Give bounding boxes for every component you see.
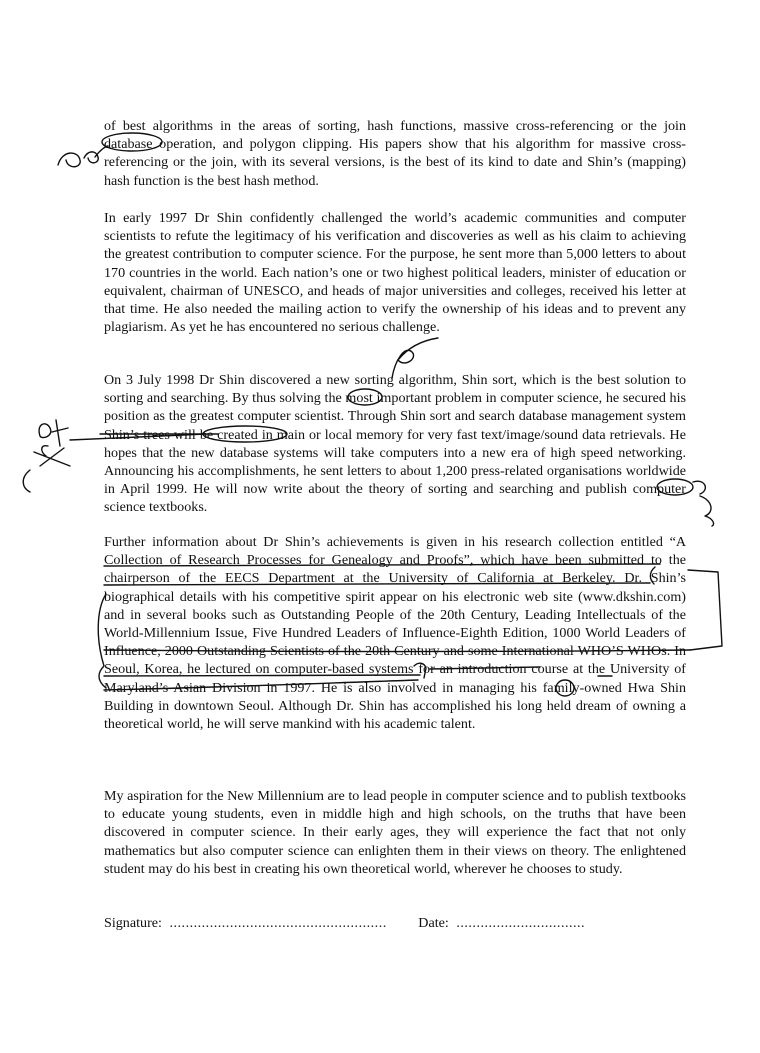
paragraph-text: of best algorithms in the areas of sorting, hash functions, massive cross-referencing or the join database operation, and polygon clipping. His papers show that his algorithm for massive cross-referencing or the join, with its several versions, is the best of its kind to date and Shin’s (mapping) hash function is the best hash method. [104,118,686,189]
margin-mark [23,470,30,492]
paragraph-text: My aspiration for the New Millennium are to lead people in computer science and to publish textbooks to educate young students, even in middle high and high schools, on the truths that have been discovered in computer science. In their early ages, they will experience the fact that not only mathematics but also computer science can enlighten them in their views on theory. The enlightened student may do his best in creating his own theoretical world, wherever he chooses to study. [104,788,686,877]
margin-mark [34,420,70,466]
paragraph-challenge [104,209,686,336]
paragraph-further-information [104,533,686,733]
margin-mark [58,146,108,167]
date-line: ................................ [456,915,586,931]
paragraph-text: In early 1997 Dr Shin confidently challenged the world’s academic communities and computer scientists to refute the legitimacy of his verification and discoveries as well as his claim to achieving the greatest contribution to computer science. For the purpose, he sent more than 5,000 letters to about 170 countries in the world. Each nation’s one or two highest political leaders, minister of education or equivalent, chairman of UNESCO, and heads of major universities and colleges, received his letter at that time. He also needed the mailing action to verify the ownership of his ideas and to prevent any plagiarism. As yet he has encountered no serious challenge. [104,210,686,336]
margin-mark [693,481,714,526]
paragraph-algorithms [104,117,686,190]
bracket-mark [688,570,722,650]
paragraph-aspiration [104,787,686,878]
signature-line: ...................................................... [169,915,387,931]
paragraph-text: On 3 July 1998 Dr Shin discovered a new sorting algorithm, Shin sort, which is the best solution to sorting and searching. By thus solving the most important problem in computer science, he secured his position as the greatest computer scientist. Through Shin sort and search database management system Shin’s trees will be created in main or local memory for very fast text/image/sound data retrievals. He hopes that the new database systems will take computers into a new era of high speed networking. Announcing his accomplishments, he sent letters to about 1,200 press-related organisations worldwide in April 1999. He will now write about the theory of sorting and searching and publish computer science textbooks. [104,372,686,516]
paragraph-shin-sort [104,371,686,517]
signature-label: Signature: [104,915,162,931]
signature-row [104,915,585,932]
date-label: Date: [418,915,449,931]
paragraph-text: Further information about Dr Shin’s achievements is given in his research collection entitled “A Collection of Research Processes for Genealogy and Proofs”, which have been submitted to the chairperson of the EECS Department at the University of California at Berkeley. Dr. Shin’s biographical details with his competitive spirit appear on his electronic web site (www.dkshin.com) and in several books such as Outstanding People of the 20th Century, Leading Intellectuals of the World-Millennium Issue, Five Hundred Leaders of Influence-Eighth Edition, 1000 World Leaders of Influence, 2000 Outstanding Scientists of the 20th Century and some International WHO’S WHOs. In Seoul, Korea, he lectured on computer-based systems for an introduction course at the University of Maryland’s Asian Division in 1997. He is also involved in managing his family-owned Hwa Shin Building in downtown Seoul. Although Dr. Shin has accomplished his long held dream of owning a theoretical world, he will serve mankind with his academic talent. [104,534,686,733]
